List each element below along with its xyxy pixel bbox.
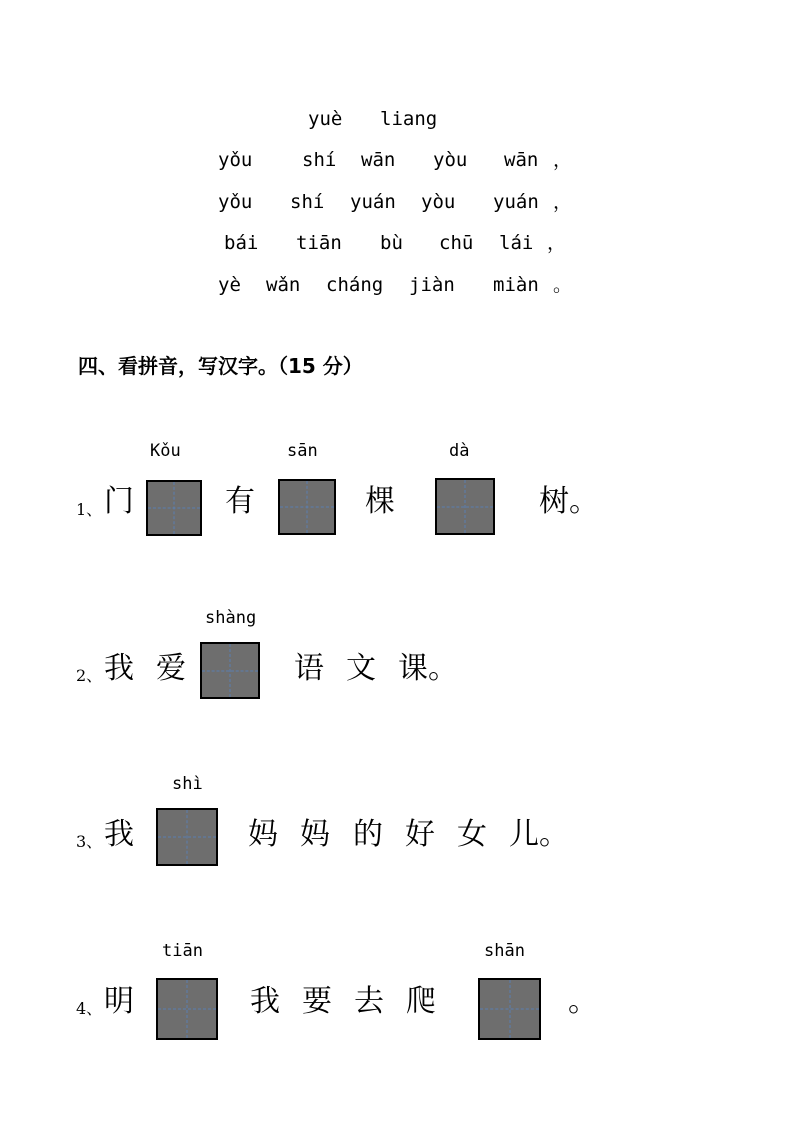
question-number: 2、 (76, 666, 103, 685)
pinyin-hint: sān (287, 441, 318, 461)
answer-box[interactable] (156, 978, 218, 1040)
poem-syllable: yuán (350, 191, 396, 213)
hanzi: 门 (104, 484, 134, 519)
poem-syllable: chū (439, 232, 474, 254)
poem-title-syllable: liang (380, 108, 438, 130)
pinyin-hint: shì (172, 774, 203, 794)
poem-syllable: lái (499, 232, 534, 254)
poem-syllable: wǎn (266, 274, 301, 296)
poem-title-syllable: yuè (308, 108, 343, 130)
poem-syllable: bái (224, 232, 259, 254)
hanzi: 爱 (156, 651, 186, 686)
poem-syllable: wān (504, 149, 539, 171)
poem-syllable: shí (302, 149, 337, 171)
poem-syllable: yǒu (218, 149, 253, 171)
poem-punctuation: ， (547, 232, 567, 254)
pinyin-hint: tiān (162, 941, 203, 961)
answer-box[interactable] (156, 808, 218, 866)
pinyin-hint: shàng (205, 608, 257, 628)
hanzi: 妈 (300, 817, 330, 852)
poem-syllable: miàn (493, 274, 539, 296)
hanzi: 要 (302, 984, 332, 1019)
answer-box[interactable] (435, 478, 495, 535)
question-number: 3、 (76, 832, 103, 851)
hanzi: 课。 (398, 651, 458, 686)
pinyin-hint: shān (484, 941, 525, 961)
hanzi: 棵 (365, 484, 395, 519)
pinyin-hint: Kǒu (150, 441, 181, 461)
hanzi: 我 (250, 984, 280, 1019)
answer-box[interactable] (200, 642, 260, 699)
hanzi: 我 (104, 651, 134, 686)
section-heading: 四、看拼音，写汉字。（15 分） (78, 354, 363, 378)
poem-syllable: yǒu (218, 191, 253, 213)
hanzi: 。 (568, 984, 598, 1019)
hanzi: 文 (346, 651, 376, 686)
hanzi: 好 (405, 817, 435, 852)
poem-punctuation: 。 (553, 274, 573, 296)
hanzi: 语 (294, 651, 324, 686)
poem-syllable: yuán (493, 191, 539, 213)
hanzi: 我 (104, 817, 134, 852)
hanzi: 树。 (539, 484, 599, 519)
hanzi: 儿。 (509, 817, 569, 852)
answer-box[interactable] (146, 480, 202, 536)
hanzi: 爬 (406, 984, 436, 1019)
question-number: 1、 (76, 500, 103, 519)
poem-punctuation: ， (553, 191, 573, 213)
poem-syllable: yòu (421, 191, 456, 213)
hanzi: 有 (225, 484, 255, 519)
poem-syllable: wān (361, 149, 396, 171)
poem-syllable: shí (290, 191, 325, 213)
poem-punctuation: ， (553, 149, 573, 171)
poem-syllable: bù (380, 232, 403, 254)
hanzi: 明 (104, 984, 134, 1019)
hanzi: 的 (353, 817, 383, 852)
poem-syllable: tiān (296, 232, 342, 254)
poem-syllable: yòu (433, 149, 468, 171)
answer-box[interactable] (278, 479, 336, 535)
answer-box[interactable] (478, 978, 541, 1040)
poem-syllable: cháng (326, 274, 384, 296)
hanzi: 妈 (248, 817, 278, 852)
question-number: 4、 (76, 999, 103, 1018)
hanzi: 去 (354, 984, 384, 1019)
hanzi: 女 (457, 817, 487, 852)
poem-syllable: yè (218, 274, 241, 296)
pinyin-hint: dà (449, 441, 470, 461)
poem-syllable: jiàn (409, 274, 455, 296)
